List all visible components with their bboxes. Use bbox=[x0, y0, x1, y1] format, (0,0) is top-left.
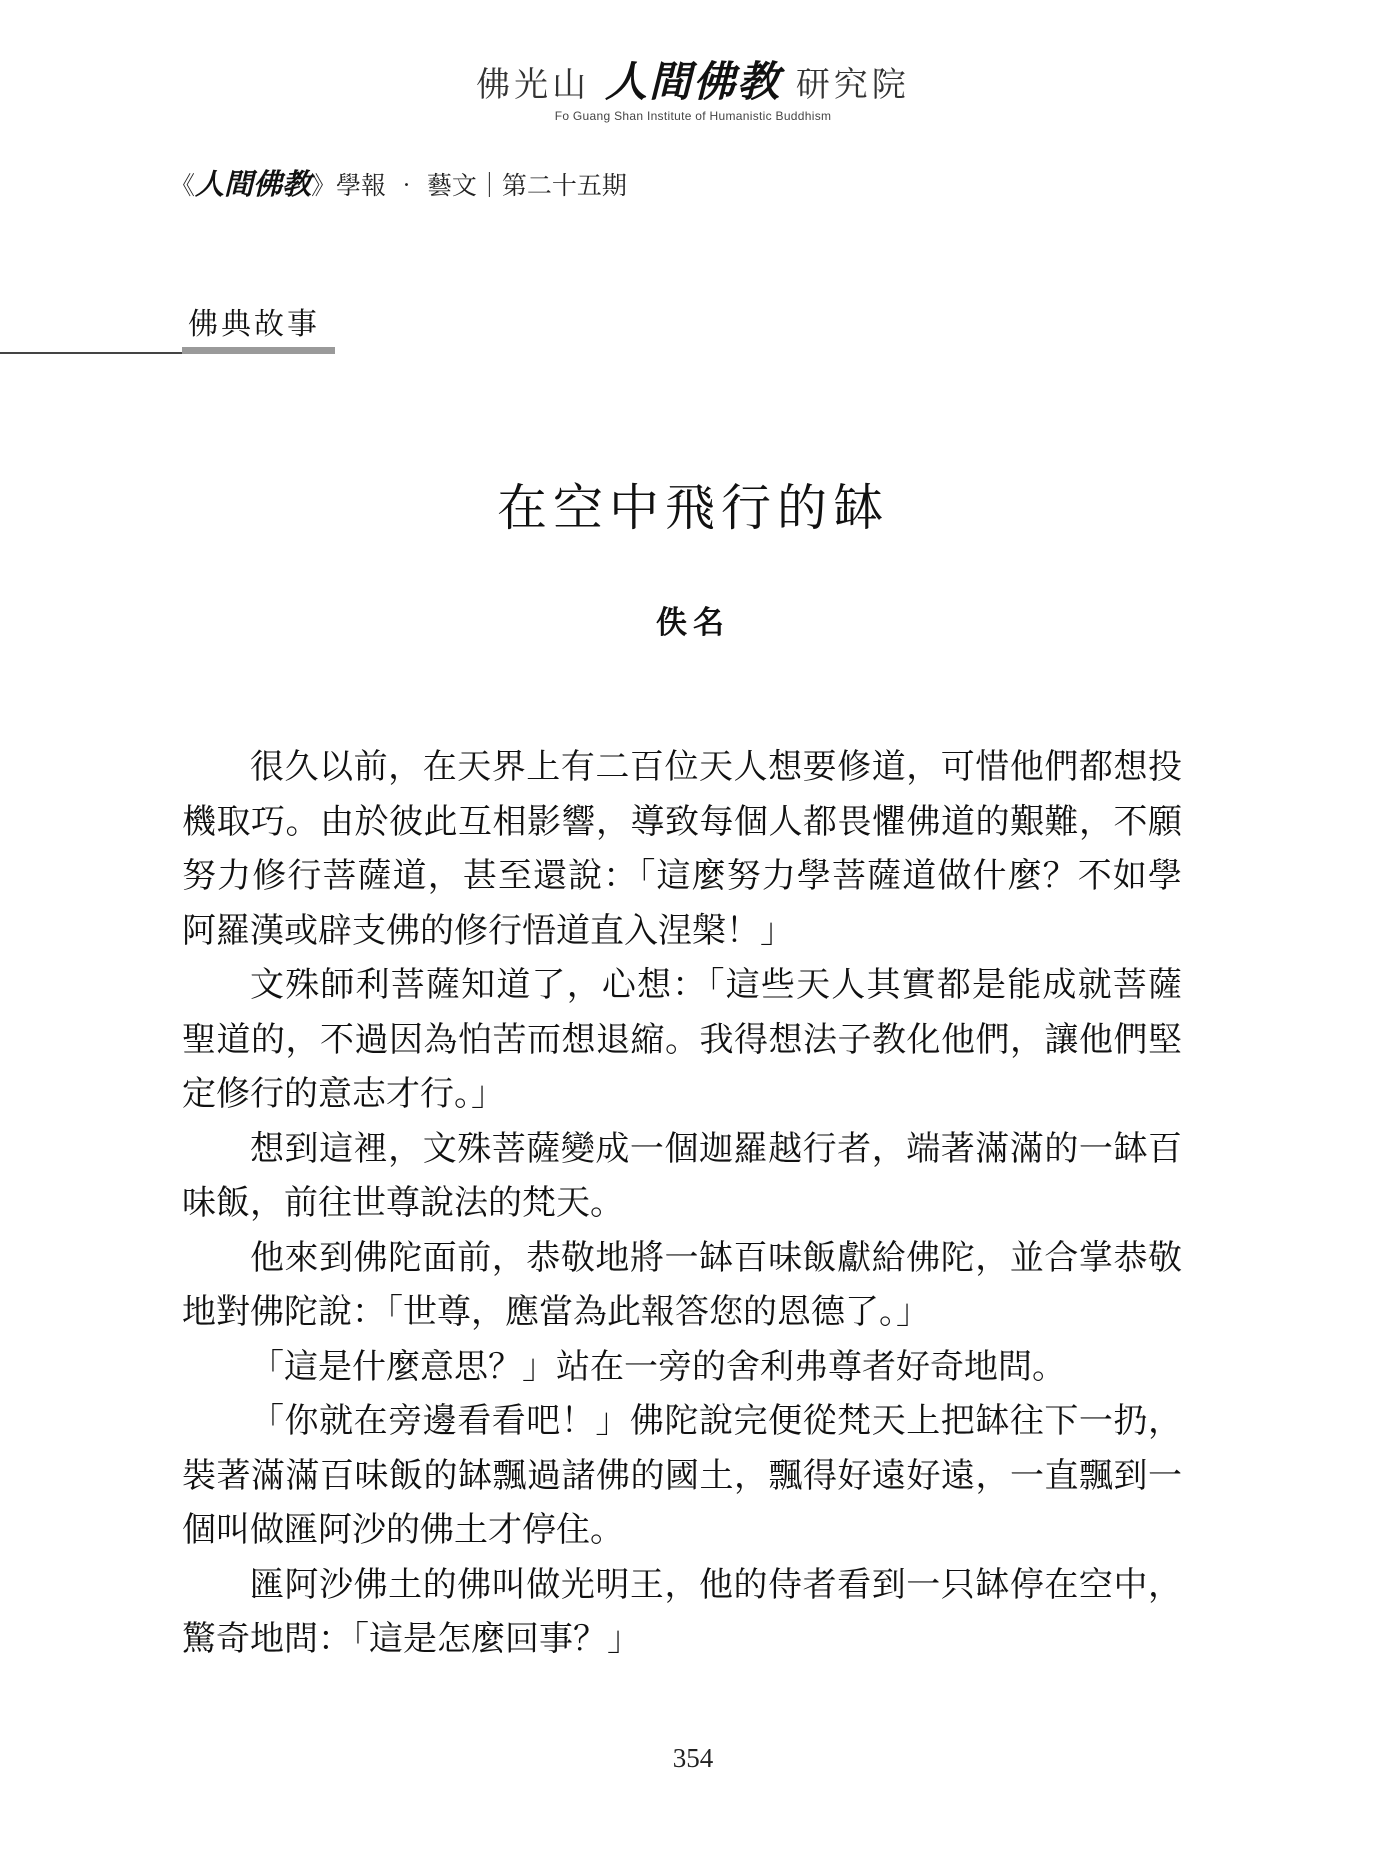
journal-open-bracket: 《 bbox=[170, 171, 196, 200]
journal-issue-text: 》學報 ‧ 藝文｜第二十五期 bbox=[311, 171, 627, 200]
masthead-english-subtitle: Fo Guang Shan Institute of Humanistic Buddhism bbox=[554, 109, 832, 123]
body-paragraph: 他來到佛陀面前，恭敬地將一缽百味飯獻給佛陀，並合掌恭敬地對佛陀說：「世尊，應當為此報答您的恩德了。」 bbox=[182, 1237, 1182, 1332]
journal-running-header bbox=[170, 162, 627, 203]
article-body bbox=[182, 740, 1182, 1667]
masthead-prefix: 佛光山 bbox=[476, 65, 591, 105]
page-number: 354 bbox=[672, 1743, 714, 1773]
article-author: 佚名 bbox=[656, 605, 730, 641]
section-underline-bar bbox=[182, 347, 335, 354]
body-paragraph: 「你就在旁邊看看吧！」佛陀說完便從梵天上把缽往下一扔，裝著滿滿百味飯的缽飄過諸佛的國土，飄得好遠好遠，一直飄到一個叫做匯阿沙的佛土才停住。 bbox=[182, 1401, 1182, 1550]
masthead-suffix: 研究院 bbox=[795, 65, 910, 105]
body-paragraph: 很久以前，在天界上有二百位天人想要修道，可惜他們都想投機取巧。由於彼此互相影響，導致每個人都畏懼佛道的艱難，不願努力修行菩薩道，甚至還說：「這麼努力學菩薩道做什麼？不如學阿羅漢或辟支佛的修行悟道直入涅槃！」 bbox=[182, 747, 1182, 951]
body-paragraph: 「這是什麼意思？」站在一旁的舍利弗尊者好奇地問。 bbox=[250, 1346, 1066, 1387]
masthead-brand-calligraphy: 人間佛教 bbox=[604, 57, 781, 106]
section-label: 佛典故事 bbox=[188, 307, 320, 342]
masthead-title bbox=[0, 57, 1386, 106]
body-paragraph: 匯阿沙佛土的佛叫做光明王，他的侍者看到一只缽停在空中，驚奇地問：「這是怎麼回事？」 bbox=[182, 1564, 1182, 1659]
article-title: 在空中飛行的缽 bbox=[497, 479, 889, 537]
body-paragraph: 想到這裡，文殊菩薩變成一個迦羅越行者，端著滿滿的一缽百味飯，前往世尊說法的梵天。 bbox=[182, 1128, 1182, 1223]
body-paragraph: 文殊師利菩薩知道了，心想：「這些天人其實都是能成就菩薩聖道的，不過因為怕苦而想退縮。我得想法子教化他們，讓他們堅定修行的意志才行。」 bbox=[182, 965, 1182, 1114]
institute-masthead bbox=[0, 57, 1386, 123]
journal-brand-calligraphy: 人間佛教 bbox=[195, 167, 312, 201]
